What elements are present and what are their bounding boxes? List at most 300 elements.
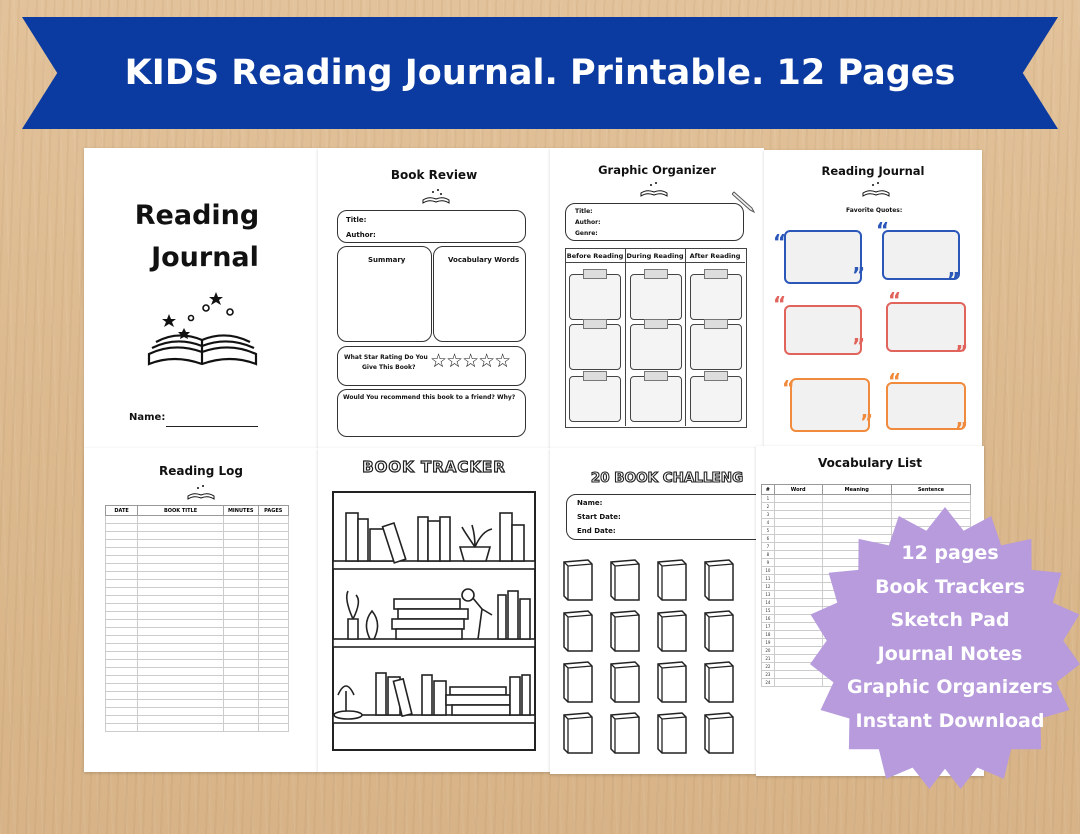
table-row	[106, 700, 289, 708]
table-cell: 6	[762, 535, 775, 543]
table-cell: 2	[762, 503, 775, 511]
table-row	[106, 596, 289, 604]
table-cell	[774, 583, 822, 591]
table-cell	[258, 676, 288, 684]
table-row	[106, 612, 289, 620]
book-outline-icon	[609, 711, 642, 755]
table-row	[106, 588, 289, 596]
feature-graphic-organizers: Graphic Organizers	[847, 676, 1053, 698]
quote-mark-icon: “	[888, 369, 902, 393]
table-row	[106, 652, 289, 660]
table-cell	[106, 684, 138, 692]
table-cell	[138, 524, 224, 532]
table-cell	[138, 556, 224, 564]
table-cell	[223, 636, 258, 644]
table-cell	[223, 668, 258, 676]
sticky-note	[569, 324, 621, 370]
table-cell: 11	[762, 575, 775, 583]
quote-box	[784, 305, 862, 355]
table-cell	[258, 692, 288, 700]
feature-pages: 12 pages	[901, 542, 999, 564]
book-outline-icon	[703, 660, 736, 704]
vocabulary-list-title: Vocabulary List	[818, 456, 922, 470]
table-row	[106, 692, 289, 700]
sticky-note	[690, 324, 742, 370]
table-cell	[258, 612, 288, 620]
table-cell	[258, 636, 288, 644]
sticky-note	[569, 274, 621, 320]
table-cell	[138, 532, 224, 540]
quote-mark-icon: ”	[947, 268, 961, 292]
tape	[704, 269, 728, 279]
table-cell: 23	[762, 671, 775, 679]
book-outline-icon	[703, 609, 736, 653]
sticky-note	[569, 376, 621, 422]
book-outline-icon	[562, 558, 595, 602]
table-cell	[106, 724, 138, 732]
table-cell	[258, 604, 288, 612]
table-cell: 12	[762, 583, 775, 591]
table-cell	[891, 495, 970, 503]
table-cell	[774, 495, 822, 503]
table-cell	[138, 588, 224, 596]
name-line	[166, 426, 258, 427]
table-cell	[774, 679, 822, 687]
table-cell	[774, 535, 822, 543]
table-cell: 1	[762, 495, 775, 503]
table-cell: 22	[762, 663, 775, 671]
table-cell	[223, 556, 258, 564]
book-review-title: Book Review	[390, 168, 478, 182]
col-book-title: BOOK TITLE	[138, 506, 224, 516]
table-row	[106, 604, 289, 612]
table-cell	[258, 516, 288, 524]
graphic-organizer-title: Graphic Organizer	[598, 163, 716, 177]
table-cell	[106, 644, 138, 652]
table-cell: 17	[762, 623, 775, 631]
quote-mark-icon: ”	[860, 410, 874, 434]
col-minutes: MINUTES	[223, 506, 258, 516]
table-cell	[106, 572, 138, 580]
table-cell	[223, 700, 258, 708]
table-cell	[774, 543, 822, 551]
table-cell: 4	[762, 519, 775, 527]
table-cell	[138, 660, 224, 668]
sticky-note	[630, 324, 682, 370]
grid-col-divider	[685, 248, 686, 426]
table-cell: 15	[762, 607, 775, 615]
go-genre-label: Genre:	[575, 230, 598, 237]
table-cell	[106, 660, 138, 668]
table-cell	[258, 700, 288, 708]
col-during-reading: During Reading	[626, 252, 684, 260]
tape	[644, 319, 668, 329]
table-cell: 24	[762, 679, 775, 687]
table-cell	[106, 676, 138, 684]
table-cell	[223, 692, 258, 700]
tape	[644, 371, 668, 381]
table-cell: 3	[762, 511, 775, 519]
graphic-organizer-page	[550, 148, 764, 448]
table-cell	[223, 620, 258, 628]
table-row	[106, 684, 289, 692]
challenge-name-label: Name:	[577, 499, 603, 507]
table-cell	[223, 524, 258, 532]
open-book-stars-icon	[186, 484, 216, 500]
feature-sketch-pad: Sketch Pad	[890, 609, 1010, 631]
table-cell	[774, 559, 822, 567]
tape	[583, 371, 607, 381]
tape	[704, 319, 728, 329]
table-cell	[138, 564, 224, 572]
table-cell	[106, 564, 138, 572]
table-cell	[223, 564, 258, 572]
col-pages: PAGES	[258, 506, 288, 516]
table-row	[106, 524, 289, 532]
table-cell	[258, 556, 288, 564]
tape	[704, 371, 728, 381]
table-cell	[822, 495, 891, 503]
table-cell	[106, 636, 138, 644]
table-row	[106, 668, 289, 676]
book-outline-icon	[562, 711, 595, 755]
reading-log-page	[84, 448, 318, 772]
table-cell	[774, 671, 822, 679]
table-cell	[106, 596, 138, 604]
sticky-note	[630, 376, 682, 422]
table-cell	[223, 644, 258, 652]
table-cell	[822, 511, 891, 519]
go-title-label: Title:	[575, 208, 593, 215]
book-challenge-page	[550, 448, 764, 774]
rating-question-2: Give This Book?	[362, 364, 416, 371]
feature-instant-download: Instant Download	[855, 709, 1045, 732]
col-sentence: Sentence	[891, 485, 970, 495]
table-cell	[106, 580, 138, 588]
table-cell	[223, 596, 258, 604]
table-cell	[258, 620, 288, 628]
table-row	[762, 503, 971, 511]
table-cell	[258, 716, 288, 724]
table-cell	[138, 684, 224, 692]
table-cell	[822, 519, 891, 527]
book-outline-icon	[703, 558, 736, 602]
book-tracker-page	[318, 448, 550, 772]
tape	[583, 269, 607, 279]
book-outline-icon	[656, 660, 689, 704]
table-cell: 13	[762, 591, 775, 599]
table-cell: 7	[762, 543, 775, 551]
sticky-note	[630, 274, 682, 320]
table-cell	[106, 540, 138, 548]
table-cell	[258, 548, 288, 556]
quote-mark-icon: ”	[955, 341, 969, 365]
table-row	[106, 516, 289, 524]
table-row	[106, 572, 289, 580]
book-outline-icon	[703, 711, 736, 755]
table-cell	[774, 631, 822, 639]
table-cell	[258, 532, 288, 540]
quote-mark-icon: “	[782, 376, 796, 400]
table-cell	[138, 596, 224, 604]
table-cell	[258, 588, 288, 596]
quote-mark-icon: “	[773, 292, 787, 316]
reading-journal-title: Reading Journal	[821, 164, 925, 178]
table-cell	[106, 652, 138, 660]
table-cell: 14	[762, 599, 775, 607]
table-cell	[106, 524, 138, 532]
table-cell	[138, 540, 224, 548]
table-cell	[774, 639, 822, 647]
table-cell	[258, 660, 288, 668]
table-cell	[891, 503, 970, 511]
quote-mark-icon: “	[876, 218, 890, 242]
table-row	[106, 716, 289, 724]
table-cell	[223, 676, 258, 684]
table-row	[106, 628, 289, 636]
table-cell	[138, 644, 224, 652]
table-cell	[106, 692, 138, 700]
table-cell	[258, 652, 288, 660]
book-outline-icon	[656, 609, 689, 653]
bookshelf-illustration	[332, 491, 536, 751]
table-cell	[223, 588, 258, 596]
book-tracker-title: BOOK TRACKER	[362, 458, 506, 476]
table-row	[106, 676, 289, 684]
table-cell	[774, 647, 822, 655]
table-cell	[138, 716, 224, 724]
open-book-stars-icon	[861, 181, 891, 197]
table-cell	[774, 551, 822, 559]
go-author-label: Author:	[575, 219, 601, 226]
table-cell	[774, 503, 822, 511]
open-book-stars-icon	[144, 286, 264, 376]
summary-label: Summary	[368, 256, 406, 264]
table-cell: 8	[762, 551, 775, 559]
table-cell	[138, 700, 224, 708]
table-cell	[774, 623, 822, 631]
table-cell	[106, 604, 138, 612]
quote-mark-icon: ”	[852, 263, 866, 287]
banner-title: KIDS Reading Journal. Printable. 12 Pages	[124, 53, 956, 93]
table-row	[106, 556, 289, 564]
author-label: Author:	[346, 231, 376, 239]
table-cell	[258, 644, 288, 652]
quote-box	[784, 230, 862, 284]
book-outline-icon	[609, 609, 642, 653]
table-cell	[258, 596, 288, 604]
star-rating-icon: ☆☆☆☆☆	[430, 350, 511, 372]
table-cell	[138, 612, 224, 620]
table-cell	[106, 668, 138, 676]
table-cell	[223, 652, 258, 660]
table-cell	[223, 580, 258, 588]
col-word: Word	[774, 485, 822, 495]
table-cell	[258, 724, 288, 732]
challenge-end-label: End Date:	[577, 527, 616, 535]
col-after-reading: After Reading	[689, 252, 741, 260]
feature-book-trackers: Book Trackers	[875, 575, 1025, 598]
table-cell	[138, 724, 224, 732]
table-cell	[138, 548, 224, 556]
reading-log-table	[105, 505, 289, 732]
table-cell	[138, 676, 224, 684]
table-cell	[258, 708, 288, 716]
table-cell	[258, 572, 288, 580]
table-cell	[258, 684, 288, 692]
cover-title-line2: Journal	[151, 242, 259, 273]
table-cell	[223, 604, 258, 612]
table-cell	[774, 527, 822, 535]
book-outline-icon	[562, 660, 595, 704]
table-cell	[106, 700, 138, 708]
table-cell	[138, 516, 224, 524]
table-cell	[223, 540, 258, 548]
feature-journal-notes: Journal Notes	[877, 642, 1023, 665]
table-cell: 21	[762, 655, 775, 663]
table-row	[106, 620, 289, 628]
col-date: DATE	[106, 506, 138, 516]
table-cell	[106, 612, 138, 620]
table-cell: 5	[762, 527, 775, 535]
table-cell: 20	[762, 647, 775, 655]
sticky-note	[690, 274, 742, 320]
table-cell	[774, 575, 822, 583]
table-cell	[138, 652, 224, 660]
table-cell	[258, 564, 288, 572]
table-cell	[138, 636, 224, 644]
table-cell	[891, 511, 970, 519]
table-row	[762, 495, 971, 503]
table-cell	[774, 599, 822, 607]
table-cell	[223, 716, 258, 724]
col-before-reading: Before Reading	[566, 252, 624, 260]
quote-mark-icon: ”	[852, 334, 866, 358]
table-cell	[774, 567, 822, 575]
table-cell	[223, 532, 258, 540]
col-number: #	[762, 485, 775, 495]
cover-page	[84, 148, 318, 448]
book-outline-icon	[656, 711, 689, 755]
table-cell	[106, 516, 138, 524]
book-challenge-title: 20 BOOK CHALLENG	[590, 470, 744, 486]
table-cell	[223, 708, 258, 716]
table-cell	[223, 660, 258, 668]
table-cell	[106, 716, 138, 724]
table-cell: 19	[762, 639, 775, 647]
open-book-stars-icon	[421, 188, 451, 204]
table-cell	[106, 708, 138, 716]
table-cell	[138, 628, 224, 636]
table-cell	[223, 628, 258, 636]
table-cell	[774, 511, 822, 519]
rating-question-1: What Star Rating Do You	[344, 354, 428, 361]
col-meaning: Meaning	[822, 485, 891, 495]
open-book-stars-icon	[639, 181, 669, 197]
table-cell	[223, 548, 258, 556]
table-row	[106, 564, 289, 572]
table-cell	[258, 580, 288, 588]
feature-list	[830, 537, 1070, 738]
quote-mark-icon: ”	[955, 418, 969, 442]
table-cell	[106, 628, 138, 636]
favorite-quotes-label: Favorite Quotes:	[846, 207, 903, 214]
table-cell	[223, 516, 258, 524]
quote-mark-icon: “	[888, 288, 902, 312]
book-outline-icon	[609, 558, 642, 602]
quote-mark-icon: “	[773, 230, 787, 254]
table-row	[106, 540, 289, 548]
challenge-start-label: Start Date:	[577, 513, 621, 521]
table-cell: 9	[762, 559, 775, 567]
grid-col-divider	[625, 248, 626, 426]
book-outline-icon	[656, 558, 689, 602]
table-cell	[223, 684, 258, 692]
table-cell: 18	[762, 631, 775, 639]
table-cell	[106, 620, 138, 628]
table-cell	[138, 604, 224, 612]
table-cell	[822, 503, 891, 511]
tape	[583, 319, 607, 329]
table-cell: 10	[762, 567, 775, 575]
table-cell	[223, 572, 258, 580]
cover-title-line1: Reading	[134, 200, 260, 231]
table-cell	[138, 572, 224, 580]
table-cell	[258, 540, 288, 548]
sticky-note	[690, 376, 742, 422]
table-row	[106, 532, 289, 540]
table-cell	[258, 524, 288, 532]
table-cell	[138, 708, 224, 716]
table-cell: 16	[762, 615, 775, 623]
tape	[644, 269, 668, 279]
table-cell	[258, 628, 288, 636]
table-cell	[223, 612, 258, 620]
table-row	[106, 548, 289, 556]
table-cell	[106, 548, 138, 556]
table-row	[106, 644, 289, 652]
grid-header-divider	[565, 262, 745, 263]
table-row	[106, 708, 289, 716]
table-cell	[138, 668, 224, 676]
table-cell	[138, 580, 224, 588]
vocab-label: Vocabulary Words	[448, 256, 520, 264]
book-review-page	[318, 148, 550, 448]
table-cell	[106, 588, 138, 596]
table-row	[106, 636, 289, 644]
table-cell	[258, 668, 288, 676]
table-cell	[774, 591, 822, 599]
table-cell	[774, 519, 822, 527]
table-cell	[106, 556, 138, 564]
name-label: Name:	[129, 412, 166, 423]
reading-journal-page	[764, 150, 982, 446]
table-cell	[106, 532, 138, 540]
table-cell	[822, 527, 891, 535]
table-cell	[138, 620, 224, 628]
book-outline-icon	[609, 660, 642, 704]
recommend-label: Would You recommend this book to a friend? Why?	[343, 394, 516, 401]
reading-log-title: Reading Log	[159, 464, 243, 478]
table-cell	[223, 724, 258, 732]
table-row	[106, 724, 289, 732]
title-label: Title:	[346, 216, 367, 224]
table-cell	[138, 692, 224, 700]
quote-box	[790, 378, 870, 432]
table-row	[106, 660, 289, 668]
table-row	[106, 580, 289, 588]
book-outline-icon	[562, 609, 595, 653]
